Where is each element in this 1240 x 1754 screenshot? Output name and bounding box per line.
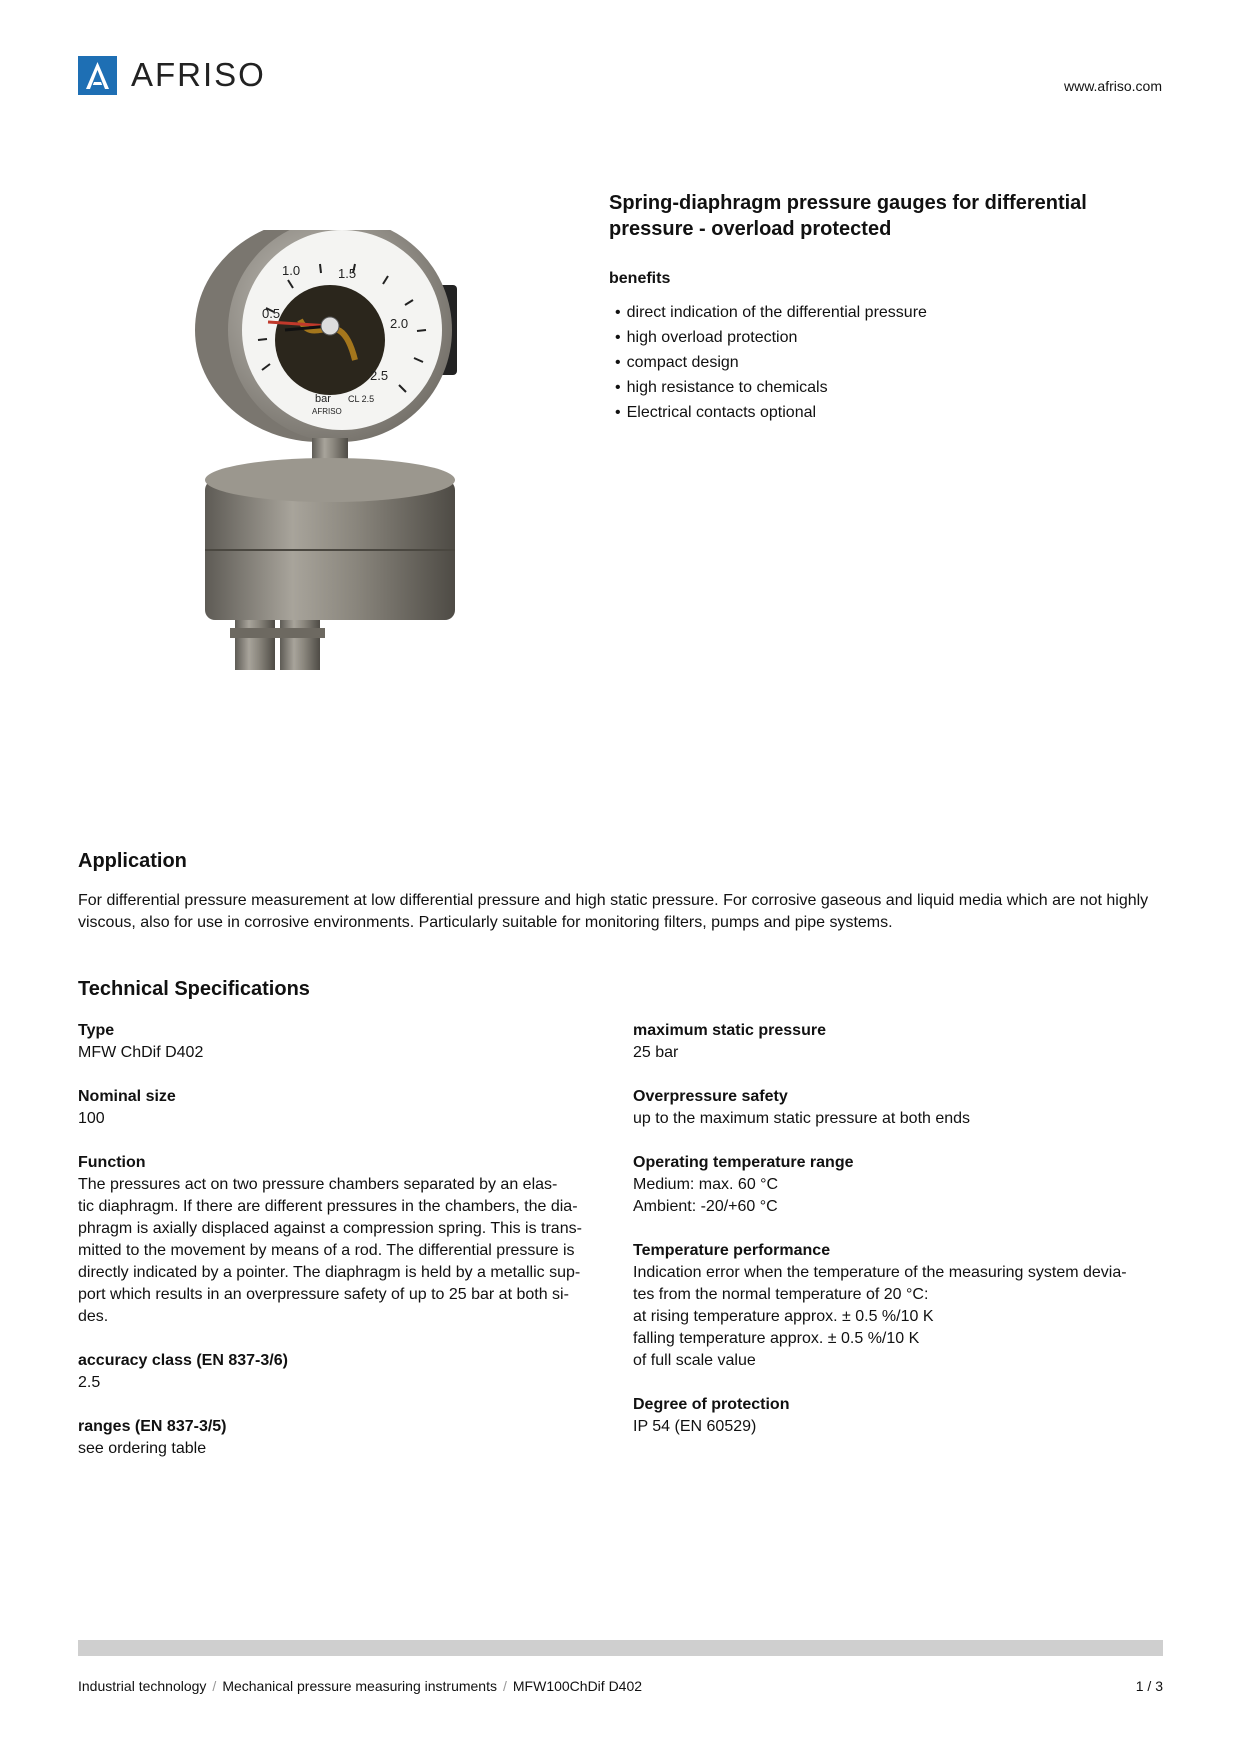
benefit-item: • compact design (609, 350, 927, 375)
scale-label-1-0: 1.0 (282, 263, 301, 278)
spec-value: IP 54 (EN 60529) (633, 1418, 757, 1435)
spec-value: 2.5 (78, 1374, 101, 1391)
spec-value: MFW ChDif D402 (78, 1044, 204, 1061)
breadcrumb-item[interactable]: MFW100ChDif D402 (512, 1678, 643, 1694)
spec-nominal-size (78, 1086, 608, 1130)
page-number: 1 / 3 (1135, 1678, 1163, 1694)
website-link[interactable]: www.afriso.com (1063, 78, 1162, 94)
spec-max-static-pressure (633, 1020, 1163, 1064)
benefits-heading: benefits (609, 270, 671, 287)
spec-label: Function (78, 1154, 146, 1171)
spec-accuracy-class (78, 1350, 608, 1394)
gauge-class: CL 2.5 (348, 394, 375, 404)
spec-label: Type (78, 1022, 115, 1039)
spec-label: accuracy class (EN 837-3/6) (78, 1352, 288, 1369)
breadcrumb-item[interactable]: Mechanical pressure measuring instruments (222, 1678, 497, 1694)
product-title: Spring-diaphragm pressure gauges for differential pressure - overload protected (609, 192, 1087, 240)
gauge-brand: AFRISO (312, 407, 342, 416)
breadcrumb-separator: / (503, 1678, 507, 1694)
spec-degree-of-protection (633, 1394, 1163, 1438)
spec-value: see ordering table (78, 1440, 207, 1457)
spec-label: Overpressure safety (633, 1088, 788, 1105)
spec-value: Indication error when the temperature of the measuring system devia- tes from the normal temperature of 20 °C: at rising temperature approx. ± 0.5 %/10 K falling temperature approx. ± 0.5 %/10 K of full scale value (633, 1264, 1127, 1369)
spec-function (78, 1152, 608, 1328)
spec-temperature-performance (633, 1240, 1163, 1372)
brand-logo[interactable] (78, 55, 266, 95)
brand-name: AFRISO (131, 56, 266, 93)
benefit-item: • direct indication of the differential pressure (609, 300, 927, 325)
scale-label-2-5: 2.5 (370, 368, 389, 383)
scale-label-2-0: 2.0 (390, 316, 409, 331)
afriso-logo-icon (78, 56, 117, 95)
breadcrumb-item[interactable]: Industrial technology (78, 1678, 207, 1694)
scale-label-0-5: 0.5 (262, 306, 281, 321)
spec-label: Nominal size (78, 1088, 176, 1105)
specs-heading: Technical Specifications (78, 978, 310, 1000)
spec-value: 100 (78, 1110, 105, 1127)
spec-value: up to the maximum static pressure at both ends (633, 1110, 971, 1127)
spec-operating-temperature (633, 1152, 1163, 1218)
spec-type (78, 1020, 608, 1064)
breadcrumb-separator: / (212, 1678, 217, 1694)
spec-overpressure-safety (633, 1086, 1163, 1130)
footer-divider (78, 1640, 1163, 1656)
spec-label: maximum static pressure (633, 1022, 826, 1039)
spec-value: 25 bar (633, 1044, 679, 1061)
benefit-item: • high resistance to chemicals (609, 375, 927, 400)
scale-label-1-5: 1.5 (338, 266, 357, 281)
spec-ranges (78, 1416, 608, 1460)
application-heading: Application (78, 850, 187, 872)
spec-label: Operating temperature range (633, 1154, 854, 1171)
product-image (170, 230, 500, 760)
application-text: For differential pressure measurement at low differential pressure and high static pressure. For corrosive gaseous and liquid media which are not highly viscous, also for use in corrosive environments. Particularly suitable for monitoring filters, pumps and pipe systems. (78, 892, 1149, 931)
benefit-item: • high overload protection (609, 325, 927, 350)
specs-right-column (633, 1020, 1163, 1460)
spec-label: Degree of protection (633, 1396, 790, 1413)
spec-label: Temperature performance (633, 1242, 831, 1259)
spec-label: ranges (EN 837-3/5) (78, 1418, 227, 1435)
benefits-list (609, 300, 927, 425)
specs-left-column (78, 1020, 608, 1482)
gauge-unit: bar (315, 393, 331, 405)
spec-value: The pressures act on two pressure chambers separated by an elas- tic diaphragm. If there are different pressures in the chambers, the dia- phragm is axially displaced against a compression spring. This is trans- mitted to the movement by means of a rod. The differential pressure is directly indicated by a pointer. The diaphragm is held by a metallic sup- port which results in an overpressure safety of up to 25 bar at both si- des. (78, 1176, 582, 1325)
spec-value: Medium: max. 60 °C Ambient: -20/+60 °C (633, 1176, 779, 1215)
benefit-item: • Electrical contacts optional (609, 400, 927, 425)
breadcrumb (78, 1678, 642, 1694)
